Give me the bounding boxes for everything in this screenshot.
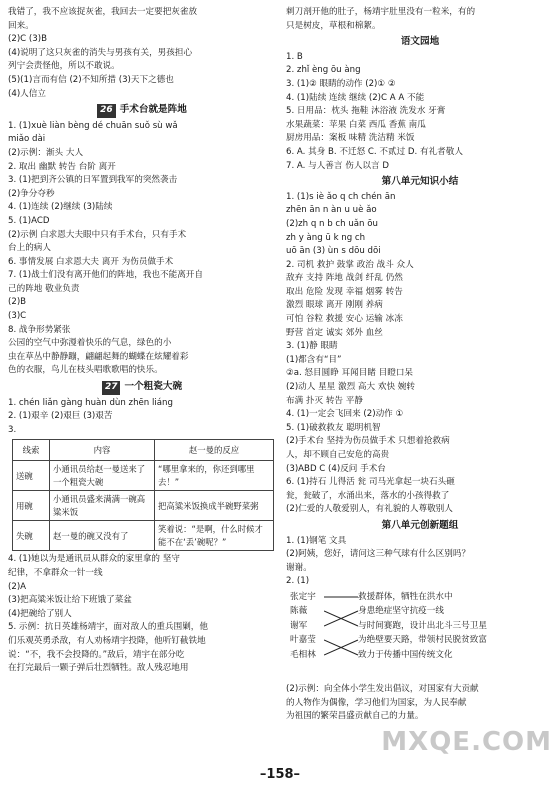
text-line: 可怕 谷粒 救援 安心 运输 冰冻 bbox=[286, 314, 403, 325]
text-line: 1. (1)xuè liàn bèng dé chuān suǒ sù wǎ bbox=[8, 120, 178, 131]
text-line: 野营 首定 诚实 郊外 血丝 bbox=[286, 327, 383, 338]
right-column bbox=[286, 6, 554, 724]
page-number: –158– bbox=[259, 767, 301, 782]
text-line: 3. (1)② 眼睛的动作 (2)① ② bbox=[286, 78, 396, 89]
text-line: 谢谢。 bbox=[286, 562, 312, 573]
text-line: 3. bbox=[8, 424, 17, 435]
watermark: MXQE.COM bbox=[381, 727, 552, 757]
yuwen-yuandi-answers bbox=[286, 51, 554, 173]
text-line: 台上的病人 bbox=[8, 243, 51, 254]
text-line: (4)说明了这只灰雀的消失与男孩有关，男孩担心 bbox=[8, 47, 193, 58]
text-line: 身患绝症坚守抗疫一线 bbox=[358, 606, 444, 617]
text-line: 2. 取出 幽默 转告 台阶 离开 bbox=[8, 161, 116, 172]
left-column bbox=[8, 6, 276, 676]
text-line: 们乐观英勇杀敌，有人劝杨靖宇投降，他听钉截铁地 bbox=[8, 635, 206, 646]
text-line: 4. (1)陆续 连续 继续 (2)C A A 不能 bbox=[286, 92, 425, 103]
text-line: (1)都含有“目” bbox=[286, 354, 342, 365]
text-line: 列宁会责怪他，所以不敢说。 bbox=[8, 61, 120, 72]
table-cell: 用碗 bbox=[13, 491, 50, 521]
text-line: (3)把高粱米饭让给下班饿了菜盆 bbox=[8, 595, 132, 606]
text-line: 6. A. 其身 B. 不迁怒 C. 不贰过 D. 有礼者敬人 bbox=[286, 146, 463, 157]
text-line: 水果蔬菜：苹果 白菜 西瓜 香蕉 南瓜 bbox=[286, 119, 426, 130]
text-line: (2)A bbox=[8, 581, 27, 592]
text-line: 在打完最后一颗子弹后壮烈牺牲。敌人残忍地用 bbox=[8, 663, 189, 674]
text-line: 8. 战争形势紧张 bbox=[8, 324, 71, 335]
text-line: 陈薇 bbox=[290, 606, 308, 617]
section-27-heading bbox=[8, 380, 276, 395]
text-line: 2. (1)艰辛 (2)艰巨 (3)艰苦 bbox=[8, 411, 113, 422]
text-line: (2)示例：向全体小学生发出倡议，对国家有大贡献 bbox=[286, 683, 479, 694]
text-line: 3. (1)把到齐公镇的日军置到我军的突然袭击 bbox=[8, 175, 178, 186]
text-line: 激烈 眼球 离开 刚刚 养病 bbox=[286, 300, 383, 311]
text-line: 5. (1)破救救友 聪明机智 bbox=[286, 422, 381, 433]
text-line: 3. (1)静 眼睛 bbox=[286, 341, 338, 352]
unit8-summary-heading: 第八单元知识小结 bbox=[381, 176, 459, 188]
section-27-answers bbox=[8, 397, 276, 438]
text-line: uō ān (3) ùn s dōu dōi bbox=[286, 246, 381, 257]
text-line: 2. (1) bbox=[286, 576, 310, 587]
text-line: 5. 示例：抗日英雄杨靖宇，面对敌人的重兵围剿，他 bbox=[8, 622, 208, 633]
match-left-list bbox=[290, 590, 316, 663]
text-line: ②a. 怒目圆睁 耳闻目睹 目瞪口呆 bbox=[286, 368, 414, 379]
text-line: 6. 事情发展 白求恩大夫 离开 为伤员做手术 bbox=[8, 256, 174, 267]
text-line: 回来。 bbox=[8, 20, 34, 31]
text-line: 的人物作为偶像，学习他们为国家，为人民奉献 bbox=[286, 697, 467, 708]
text-line: 毛相林 bbox=[290, 649, 316, 660]
match-lines bbox=[324, 590, 360, 666]
text-line: 公园的空气中弥漫着快乐的气息，绿色的小 bbox=[8, 338, 172, 349]
section-number-badge: 26 bbox=[97, 104, 116, 118]
clue-table bbox=[12, 439, 274, 551]
text-line: 张定宇 bbox=[290, 591, 316, 602]
text-line: (2)示例：渐头 大人 bbox=[8, 147, 84, 158]
text-line: (3)C bbox=[8, 311, 27, 322]
text-line: 叶嘉莹 bbox=[290, 635, 316, 646]
table-row bbox=[13, 491, 274, 521]
left-pre-lines bbox=[8, 6, 276, 101]
text-line: 布满 扑灭 转告 平静 bbox=[286, 395, 363, 406]
text-line: 5. 日用品：枕头 拖鞋 沐浴液 洗发水 牙膏 bbox=[286, 106, 446, 117]
text-line: 4. (1)一定会飞回来 (2)动作 ① bbox=[286, 409, 404, 420]
table-cell: 赵一曼的碗又没有了 bbox=[50, 521, 155, 551]
text-line: 刺刀剖开他的肚子，杨靖宇肚里没有一粒米，有的 bbox=[286, 7, 476, 17]
table-cell: 笑着说：“是啊，什么时候才能不在‘丢’碗呢？” bbox=[155, 521, 274, 551]
text-line: 取出 危险 发现 幸福 烟雾 转告 bbox=[286, 286, 403, 297]
table-header: 线索 bbox=[13, 440, 50, 461]
matching-exercise bbox=[286, 590, 554, 682]
text-line: 4. (1)她以为是通讯员从群众的家里拿的 坚守 bbox=[8, 554, 180, 565]
section-26-heading bbox=[8, 103, 276, 118]
text-line: 6. (1)持石 儿得活 瓮 司马光拿起一块石头砸 bbox=[286, 477, 455, 488]
text-line: 己的阵地 敬业负责 bbox=[8, 283, 80, 294]
section-26-answers bbox=[8, 120, 276, 378]
text-line: (5)(1)言而有信 (2)不知所措 (3)天下之德也 bbox=[8, 74, 174, 85]
text-line: miǎo dài bbox=[8, 134, 46, 145]
text-line: 致力于传播中国传统文化 bbox=[358, 649, 453, 660]
yuwen-yuandi-heading: 语文园地 bbox=[400, 36, 440, 48]
table-cell: 把高粱米饭换成半碗野菜粥 bbox=[155, 491, 274, 521]
text-line: (4)人信立 bbox=[8, 88, 46, 99]
section-title: 手术台就是阵地 bbox=[119, 104, 187, 116]
text-line: 7. (1)战士们没有离开他们的阵地，我也不能离开自 bbox=[8, 270, 203, 281]
text-line: (3)ABD C (4)反问 手术台 bbox=[286, 463, 386, 474]
text-line: 救援群体，牺牲在洪水中 bbox=[358, 591, 453, 602]
section-title: 一个粗瓷大碗 bbox=[124, 381, 183, 393]
unit8-summary-answers bbox=[286, 191, 554, 517]
table-header: 赵一曼的反应 bbox=[155, 440, 274, 461]
text-line: 瓮，瓮破了，水涌出来，落水的小孩得救了 bbox=[286, 490, 450, 501]
text-line: (2)争分夺秒 bbox=[8, 188, 55, 199]
text-line: 厨房用品：案板 味精 洗洁精 米饭 bbox=[286, 133, 415, 144]
text-line: (2)仁爱的人敬爱别人，有礼貌的人尊敬别人 bbox=[286, 504, 453, 515]
text-line: zh y àng ū k ng ch bbox=[286, 232, 366, 243]
text-line: (2)C (3)B bbox=[8, 34, 47, 45]
table-row bbox=[13, 521, 274, 551]
text-line: (2)zh q n b ch uǎn ōu bbox=[286, 218, 378, 229]
table-cell: 小通讯员给赵一曼送来了一个粗瓷大碗 bbox=[50, 461, 155, 491]
text-line: 1. (1)钢笔 文具 bbox=[286, 535, 347, 546]
unit8-innovation-answers bbox=[286, 535, 554, 589]
text-line: 1. B bbox=[286, 51, 303, 62]
text-line: 色的衣服，鸟儿在枝头唱歌歌唱的快乐。 bbox=[8, 365, 163, 376]
text-line: 虫在草丛中静静蹦，翩翩起舞的蝴蝶在炫耀着彩 bbox=[8, 351, 189, 362]
text-line: 2. zhǐ èng ōu àng bbox=[286, 65, 361, 76]
text-line: 谢军 bbox=[290, 620, 308, 631]
table-cell: “哪里拿来的，你还到哪里去！” bbox=[155, 461, 274, 491]
text-line: 4. (1)连续 (2)继续 (3)陆续 bbox=[8, 202, 113, 213]
innovation-end-lines bbox=[286, 683, 554, 724]
match-right-list bbox=[358, 590, 487, 663]
text-line: (2)阿姨，您好，请问这三种气球有什么区别吗？ bbox=[286, 549, 471, 560]
text-line: (2)手术台 坚持为伤员做手术 只想着抢救病 bbox=[286, 436, 450, 447]
section-number-badge: 27 bbox=[102, 381, 121, 395]
text-line: 说：“不，我不会投降的。”敌后，靖宇在部分吃 bbox=[8, 649, 185, 660]
text-line: (2)动人 星星 激烈 高大 欢快 婉转 bbox=[286, 382, 415, 393]
right-pre-lines bbox=[286, 6, 554, 33]
text-line: 我错了，我不应该捉灰雀，我回去一定要把灰雀放 bbox=[8, 7, 198, 17]
text-line: 为祖国的繁荣昌盛贡献自己的力量。 bbox=[286, 711, 424, 722]
text-line: 与时间赛跑，设计出北斗三号卫星 bbox=[358, 620, 487, 631]
table-cell: 送碗 bbox=[13, 461, 50, 491]
text-line: (2)示例 白求恩大夫眼中只有手术台，只有手术 bbox=[8, 229, 187, 240]
text-line: (2)B bbox=[8, 297, 27, 308]
text-line: 只是树皮，草根和棉絮。 bbox=[286, 20, 381, 31]
text-line: 1. chén liǎn gàng huàn dùn zhēn liáng bbox=[8, 397, 173, 408]
section-27-more-answers bbox=[8, 553, 276, 675]
unit8-innovation-heading: 第八单元创新题组 bbox=[381, 519, 459, 531]
text-line: zhēn ān n àn u uè ǎo bbox=[286, 205, 377, 216]
text-line: 1. (1)s iè ǎo q ch chén ān bbox=[286, 191, 396, 202]
table-header: 内容 bbox=[50, 440, 155, 461]
text-line: 2. 司机 救护 鼓掌 政治 战斗 众人 bbox=[286, 259, 414, 270]
text-line: 为绝壁要天路，带领村民脱贫致富 bbox=[358, 635, 487, 646]
table-cell: 失碗 bbox=[13, 521, 50, 551]
text-line: (4)把碗给了别人 bbox=[8, 608, 72, 619]
text-line: 纪律，不拿群众一针一线 bbox=[8, 568, 103, 578]
text-line: 7. A. 与人善言 伤人以言 D bbox=[286, 160, 389, 171]
text-line: 5. (1)ACD bbox=[8, 215, 50, 226]
text-line: 敌弃 支持 阵地 战剑 纤乱 仍然 bbox=[286, 273, 403, 284]
table-row bbox=[13, 461, 274, 491]
table-cell: 小通讯员盛来满满一碗高粱米饭 bbox=[50, 491, 155, 521]
text-line: 人，却不顾自己安危的高贵 bbox=[286, 450, 390, 460]
